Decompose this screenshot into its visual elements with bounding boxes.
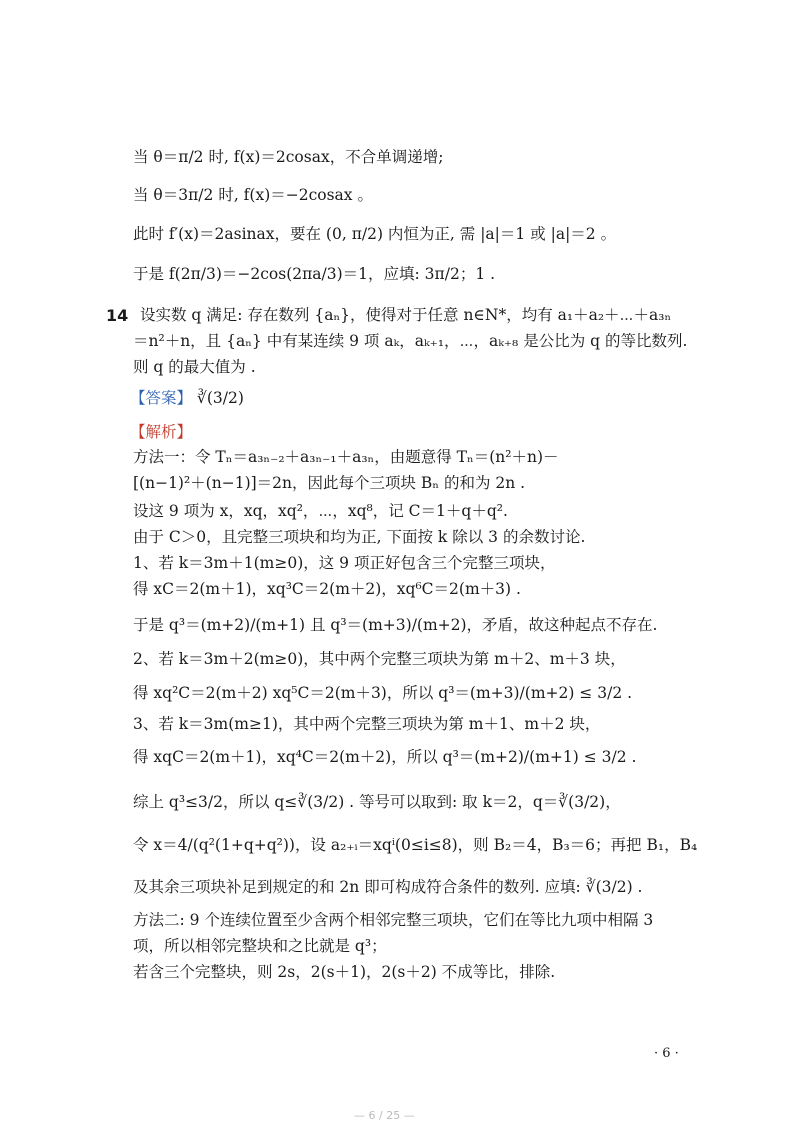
question-line-3: 则 q 的最大值为 . bbox=[133, 358, 256, 376]
solution-line-9: 得 xq²C＝2(m＋2) xq⁵C＝2(m＋3)，所以 q³＝(m+3)/(m+2) ≤ 3/2 . bbox=[133, 684, 633, 702]
solution-line-16: 项，所以相邻完整块和之比就是 q³； bbox=[133, 937, 387, 955]
solution-line-1: 方法一：令 Tₙ＝a₃ₙ₋₂＋a₃ₙ₋₁＋a₃ₙ，由题意得 Tₙ＝(n²＋n)－ bbox=[133, 448, 559, 466]
solution-line-10: 3、若 k＝3m(m≥1)，其中两个完整三项块为第 m＋1、m＋2 块， bbox=[133, 715, 601, 733]
line-4: 于是 f(2π/3)＝−2cos(2πa/3)＝1，应填: 3π/2；1 . bbox=[133, 265, 496, 283]
solution-line-7: 于是 q³＝(m+2)/(m+1) 且 q³＝(m+3)/(m+2)，矛盾，故这种起点不存在. bbox=[133, 616, 658, 634]
line-1: 当 θ＝π/2 时, f(x)＝2cosax，不合单调递增; bbox=[133, 148, 444, 166]
question-line-2: ＝n²＋n，且 {aₙ} 中有某连续 9 项 aₖ，aₖ₊₁，⋯，aₖ₊₈ 是公比为 q 的等比数列. bbox=[133, 332, 688, 350]
page-footer: — 6 / 25 — bbox=[354, 1109, 415, 1122]
solution-line-2: [(n−1)²＋(n−1)]＝2n，因此每个三项块 Bₙ 的和为 2n . bbox=[133, 474, 526, 492]
line-3: 此时 f′(x)＝2asinax，要在 (0, π/2) 内恒为正, 需 |a|＝1 或 |a|＝2 。 bbox=[133, 225, 617, 243]
solution-line-8: 2、若 k＝3m＋2(m≥0)，其中两个完整三项块为第 m＋2、m＋3 块， bbox=[133, 650, 626, 668]
solution-line-17: 若含三个完整块，则 2s，2(s＋1)，2(s＋2) 不成等比，排除. bbox=[133, 963, 556, 981]
answer-row bbox=[130, 391, 244, 407]
solution-line-11: 得 xqC＝2(m＋1)，xq⁴C＝2(m＋2)，所以 q³＝(m+2)/(m+1) ≤ 3/2 . bbox=[133, 748, 637, 766]
solution-line-13: 令 x＝4/(q²(1+q+q²))，设 a₂₊ᵢ＝xqⁱ(0≤i≤8)，则 B₂＝4，B₃＝6；再把 B₁，B₄ bbox=[133, 836, 698, 854]
solution-line-3: 设这 9 项为 x，xq，xq²，⋯，xq⁸，记 C＝1＋q＋q². bbox=[133, 502, 508, 520]
solution-line-6: 得 xC＝2(m＋1)，xq³C＝2(m＋2)，xq⁶C＝2(m＋3) . bbox=[133, 580, 521, 598]
solution-line-15: 方法二: 9 个连续位置至少含两个相邻完整三项块，它们在等比九项中相隔 3 bbox=[133, 911, 654, 929]
answer-label: 【答案】 bbox=[130, 389, 193, 407]
answer-value: ∛(3/2) bbox=[196, 389, 244, 407]
solution-line-5: 1、若 k＝3m＋1(m≥0)，这 9 项正好包含三个完整三项块， bbox=[133, 554, 556, 572]
page-number: · 6 · bbox=[654, 1046, 679, 1061]
solution-line-12: 综上 q³≤3/2，所以 q≤∛(3/2) . 等号可以取到: 取 k＝2，q＝∛(3/2)， bbox=[133, 793, 621, 811]
analysis-label: 【解析】 bbox=[130, 423, 193, 441]
question-number: 14 bbox=[106, 306, 129, 325]
line-2: 当 θ＝3π/2 时, f(x)＝−2cosax 。 bbox=[133, 186, 373, 204]
solution-line-14: 及其余三项块补足到规定的和 2n 即可构成符合条件的数列. 应填: ∛(3/2) . bbox=[133, 878, 643, 896]
solution-line-4: 由于 C＞0，且完整三项块和均为正, 下面按 k 除以 3 的余数讨论. bbox=[133, 528, 586, 546]
question-line-1: 设实数 q 满足: 存在数列 {aₙ}，使得对于任意 n∈N*，均有 a₁＋a₂＋⋯＋a₃ₙ bbox=[140, 306, 672, 324]
